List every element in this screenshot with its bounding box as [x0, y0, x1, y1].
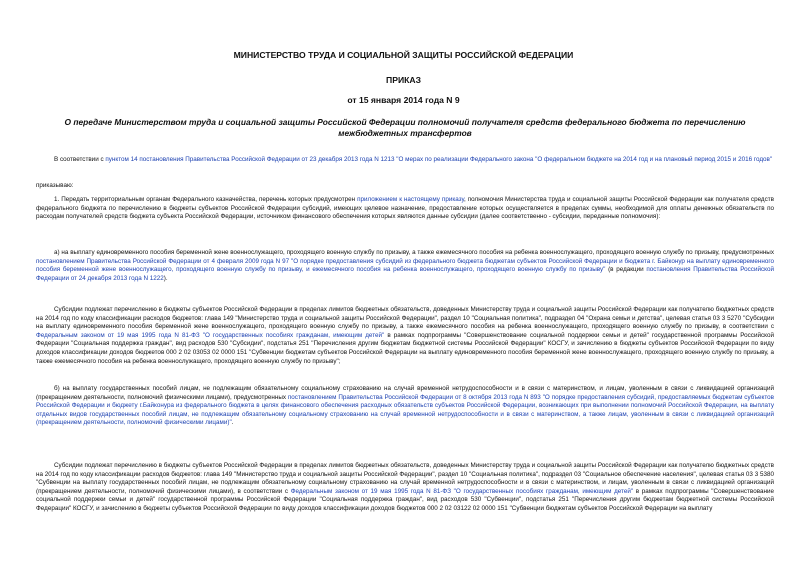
- text-run: б) на выплату государственных пособий лицам, не подлежащим обязательному социальному страхованию на случай временной нетрудоспособности и в связи с материнством, и лицам, уволенным в связи с ликвидацией организаций (прекращением деятельности, полномочий физическими лицами), предусмотренных: [36, 385, 774, 401]
- text-run: , полномочия Министерства труда и социальной защиты Российской Федерации как получателя средств федерального бюджета по перечислению в бюджеты субъектов Российской Федерации субсидий, имеющих целевое назначение, предоставление которых осуществляется в пределах суммы, необходимой для оплаты денежных обязательств по расходам получателей средств бюджета субъекта Российской Федерации, источником финансового обеспечения которых являются данные субсидии (далее соответственно - субсидии, переданные полномочия):: [36, 196, 774, 221]
- document-type-heading: ПРИКАЗ: [386, 75, 421, 85]
- decree-1213-link[interactable]: пунктом 14 постановления Правительства Российской Федерации от 23 декабря 2013 года N 1213 "О мерах по реализации Федерального закона "О федеральном бюджете на 2014 год и на плановый период 2015 и 2016 годов": [105, 156, 773, 163]
- text-run: Субсидии подлежат перечислению в бюджеты субъектов Российской Федерации в пределах лимитов бюджетных обязательств, доведенных Министерству труда и социальной защиты Российской Федерации как получателю бюджетных средств на 2014 год по коду классификации расходов бюджетов: глава 149 "Министерство труда и социальной защиты Российской Федерации", раздел 10 "Социальная политика", подраздел 04 "Охрана семьи и детства", целевая статья 03 3 5270 "Субсидии на выплату единовременного пособия беременной жене военнослужащего, проходящего военную службу по призыву, а также ежемесячного пособия на ребенка военнослужащего, проходящего военную службу по призыву, в соответствии с: [36, 306, 774, 331]
- text-run: в рамках подпрограммы "Совершенствование социальной поддержки семьи и детей" государственной программы Российской Федерации "Социальная поддержка граждан", вид расходов 530 "Субсидии", подстатья 251 "Перечисления другим бюджетам бюджетной системы Российской Федерации" КОСГУ, и зачислению в бюджеты субъектов Российской Федерации по виду доходов классификации доходов бюджетов 000 2 02 03053 02 0000 151 "Субвенции бюджетам субъектов Российской Федерации на выплату единовременного пособия беременной жене военнослужащего, проходящего военную службу по призыву, а также ежемесячного пособия на ребенка военнослужащего, проходящего военную службу по призыву";: [36, 331, 774, 365]
- federal-law-81-link-2[interactable]: Федеральным законом от 19 мая 1995 года N 81-ФЗ "О государственных пособиях гражданам, имеющим детей": [290, 487, 634, 495]
- ministry-heading: МИНИСТЕРСТВО ТРУДА И СОЦИАЛЬНОЙ ЗАЩИТЫ РОССИЙСКОЙ ФЕДЕРАЦИИ: [233, 50, 574, 60]
- decree-97-link[interactable]: постановлением Правительства Российской Федерации от 4 февраля 2009 года N 97 "О порядке предоставления субсидий из федерального бюджета бюджетам субъектов Российской Федерации и бюджета г. Байконур на выплату единовременного пособия беременной жене военнослужащего, проходящего военную службу по призыву, и ежемесячного пособия на ребенка военнослужащего, проходящего военную службу по призыву": [36, 257, 774, 274]
- intro-paragraph: [36, 156, 774, 165]
- text-run: В соответствии с: [54, 156, 106, 163]
- paragraph-b: [36, 385, 774, 428]
- order-word: [36, 182, 774, 191]
- paragraph-1: [36, 196, 774, 222]
- appendix-link[interactable]: приложением к настоящему приказу: [357, 196, 465, 203]
- federal-law-81-link[interactable]: Федеральным законом от 19 мая 1995 года N 81-ФЗ "О государственных пособиях гражданам, имеющим детей": [36, 331, 385, 339]
- decree-1222-link[interactable]: постановления Правительства Российской Федерации от 24 декабря 2013 года N 1222: [36, 266, 774, 282]
- paragraph-b-subsidies: [36, 462, 774, 514]
- text-run: Субсидии подлежат перечислению в бюджеты субъектов Российской Федерации в пределах лимитов бюджетных обязательств, доведенных Министерству труда и социальной защиты Российской Федерации как получателю бюджетных средств на 2014 год по коду классификации расходов бюджетов: глава 149 "Министерство труда и социальной защиты Российской Федерации", раздел 10 "Социальная политика", подраздел 03 "Социальное обеспечение населения", целевая статья 03 3 5380 "Субвенции на выплату государственных пособий лицам, не подлежащим обязательному социальному страхованию на случай временной нетрудоспособности и в связи с материнством, и лицам, уволенным в связи с ликвидацией организаций (прекращением деятельности, полномочий физическими лицами), в соответствии с: [36, 462, 774, 495]
- text-run: в рамках подпрограммы "Совершенствование социальной поддержки семьи и детей" государственной программы Российской Федерации "Социальная поддержка граждан", вид расходов 530 "Субвенции", подстатья 251 "Перечисления другим бюджетам бюджетной системы Российской Федерации" КОСГУ, и зачислению в бюджеты субъектов Российской Федерации по виду доходов классификации доходов бюджетов 000 2 02 03122 02 0000 151 "Субвенции бюджетам субъектов Российской Федерации на выплату: [36, 487, 774, 512]
- date-number-heading: от 15 января 2014 года N 9: [347, 95, 460, 105]
- document-title: О передаче Министерством труда и социальной защиты Российской Федерации полномочий получателя средств федерального бюджета по перечислению межбюджетных трансфертов: [64, 117, 746, 138]
- order-word-text: приказываю:: [36, 182, 74, 189]
- text-run: (в редакции: [605, 266, 647, 274]
- text-run: .: [231, 419, 234, 427]
- text-run: а) на выплату единовременного пособия беременной жене военнослужащего, проходящего военную службу по призыву, а также ежемесячного пособия на ребенка военнослужащего, проходящего военную службу по призыву, предусмотренных: [54, 249, 774, 256]
- paragraph-a: [36, 249, 774, 283]
- decree-893-link[interactable]: постановлением Правительства Российской Федерации от 8 октября 2013 года N 893 "О порядке предоставления субсидий, предоставляемых бюджетам субъектов Российской Федерации и бюджету г.Байконура из федерального бюджета в целях финансового обеспечения расходных обязательств субъектов Российской Федерации, возникающих при выполнении полномочий Российской Федерации, на выплату отдельных видов государственных пособий лицам, не подлежащим обязательному социальному страхованию на случай временной нетрудоспособности и в связи с материнством, а также лицам, уволенным в связи с ликвидацией организаций (прекращением деятельности, полномочий физическими лицами)": [36, 393, 774, 427]
- text-run: 1. Передать территориальным органам Федерального казначейства, перечень которых предусмотрен: [54, 196, 358, 203]
- paragraph-a-subsidies: [36, 306, 774, 366]
- text-run: ).: [163, 274, 168, 282]
